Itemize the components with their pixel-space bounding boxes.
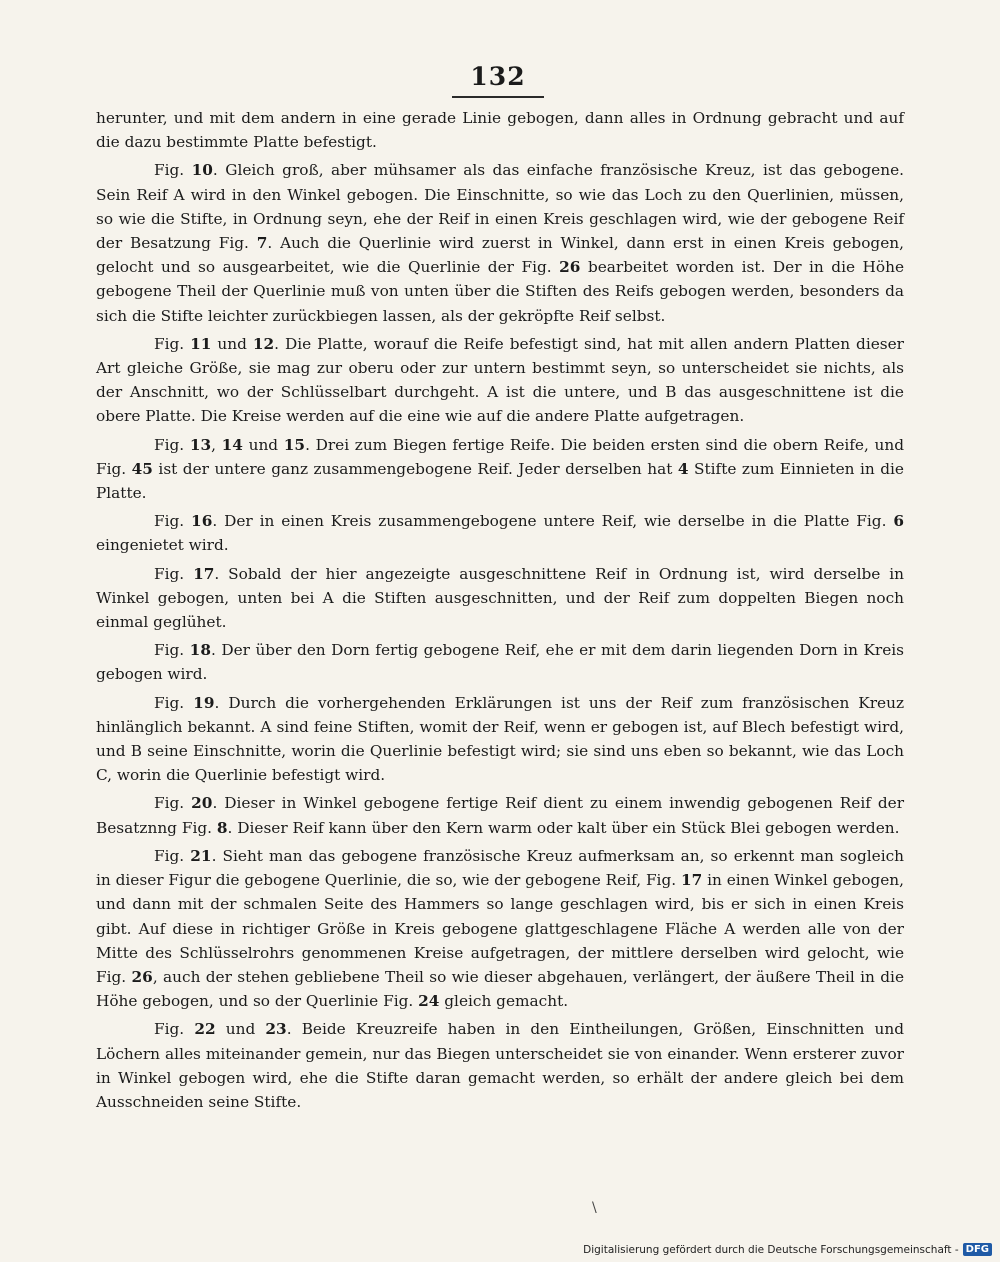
text-run: . Die Platte, worauf die Reife befestigt sind, hat mit allen andern Platten dieser Art gleiche Größe, sie mag zur oberu oder zur untern bestimmt seyn, so unterscheidet sie nichts, als der Anschnitt, wo der Schlüsselbart durchgeht. A ist die untere, und B das ausgeschnittene ist die obere Platte. Die Kreise werden auf die eine wie auf die andere Platte aufgetragen. bbox=[96, 334, 904, 426]
footer bbox=[583, 1243, 992, 1256]
text-run: . Sieht man das gebogene französische Kreuz aufmerksam an, so erkennt man sogleich in dieser Figur die gebogene Querlinie, die so, wie der gebogene Reif, Fig. bbox=[96, 846, 905, 890]
figure-number: 10 bbox=[191, 161, 213, 180]
text-run: Fig. bbox=[154, 435, 190, 454]
text-run: ist der untere ganz zusammengebogene Reif. Jeder derselben hat bbox=[152, 459, 678, 478]
text-run: Fig. bbox=[154, 334, 191, 353]
figure-number: 4 bbox=[677, 459, 689, 478]
text-run: Fig. bbox=[154, 693, 194, 712]
text-run: herunter, und mit dem andern in eine gerade Linie gebogen, dann alles in Ordnung gebracht und auf die dazu bestimmte Platte befestigt. bbox=[96, 109, 904, 152]
footer-credit: Digitalisierung gefördert durch die Deutsche Forschungsgemeinschaft - bbox=[583, 1243, 959, 1256]
text-run: Fig. bbox=[154, 512, 192, 531]
paragraph bbox=[96, 562, 904, 635]
figure-number: 21 bbox=[190, 846, 212, 865]
paragraph bbox=[96, 791, 904, 839]
text-run: Fig. bbox=[154, 564, 194, 583]
text-run: . Dieser Reif kann über den Kern warm oder kalt über ein Stück Blei gebogen werden. bbox=[227, 818, 900, 837]
figure-number: 26 bbox=[559, 258, 581, 277]
page-number: 132 bbox=[470, 62, 526, 91]
text-run: . Beide Kreuzreife haben in den Eintheilungen, Größen, Einschnitten und Löchern alles miteinander gemein, nur das Biegen unterscheidet sie von einander. Wenn ersterer zuvor in Winkel gebogen wird, ehe die Stifte daran gemacht werden, so erhält der andere gleich bei dem Ausschneiden seine Stifte. bbox=[96, 1020, 904, 1111]
figure-number: 22 bbox=[194, 1020, 216, 1039]
text-run: gleich gemacht. bbox=[439, 992, 569, 1011]
figure-number: 14 bbox=[221, 435, 243, 454]
paragraph bbox=[96, 158, 904, 327]
text-run: Fig. bbox=[154, 846, 191, 865]
text-run: . Der in einen Kreis zusammengebogene untere Reif, wie derselbe in die Platte Fig. bbox=[212, 512, 894, 531]
figure-number: 17 bbox=[193, 564, 215, 583]
text-run: in einen Winkel gebogen, und dann mit der schmalen Seite des Hammers so lange geschlagen wird, bis er sich in einen Kreis gibt. Auf diese in richtiger Größe in Kreis gebogene glattgeschlagene Fläche A werden alle von der Mitte des Schlüsselrohrs genommenen Kreise aufgetragen, der mittlere derselben wird gelocht, wie Fig. bbox=[96, 871, 904, 986]
text-run: bearbeitet worden ist. Der in die Höhe gebogene Theil der Querlinie muß von unten über die Stiften des Reifs gebogen werden, besonders da sich die Stifte leichter zurückbiegen lassen, als der gekröpfte Reif selbst. bbox=[96, 258, 904, 325]
figure-number: 13 bbox=[189, 435, 212, 454]
paragraph bbox=[96, 106, 904, 154]
figure-number: 23 bbox=[265, 1020, 287, 1039]
dfg-logo: DFG bbox=[963, 1243, 992, 1256]
paragraph bbox=[96, 638, 904, 686]
text-run: . Auch die Querlinie wird zuerst in Winkel, dann erst in einen Kreis gebogen, gelocht und so ausgearbeitet, wie die Querlinie der Fig. bbox=[96, 234, 904, 277]
paragraph bbox=[96, 1017, 904, 1114]
text-run: eingenietet wird. bbox=[96, 536, 229, 555]
figure-number: 17 bbox=[680, 871, 703, 890]
figure-number: 26 bbox=[131, 967, 153, 986]
figure-number: 11 bbox=[190, 334, 212, 353]
text-run: . Gleich groß, aber mühsamer als das einfache französische Kreuz, ist das gebogene. Sein Reif A wird in den Winkel gebogen. Die Einschnitte, so wie das Loch zu den Querlinien, müssen, so wie die Stifte, in Ordnung seyn, ehe der Reif in einen Kreis geschlagen wird, wie der gebogene Reif der Besatzung Fig. bbox=[96, 161, 904, 253]
paragraph bbox=[96, 509, 904, 557]
figure-number: 20 bbox=[191, 794, 213, 813]
text-run: Fig. bbox=[154, 641, 190, 660]
paragraph bbox=[96, 844, 904, 1013]
text-run: und bbox=[211, 334, 253, 353]
figure-number: 7 bbox=[256, 234, 268, 253]
text-run: . Dieser in Winkel gebogene fertige Reif dient zu einem inwendig gebogenen Reif der Besatznng Fig. bbox=[96, 794, 905, 837]
text-run: . Sobald der hier angezeigte ausgeschnittene Reif in Ordnung ist, wird derselbe in Winkel gebogen, unten bei A die Stiften ausgeschnitten, und der Reif zum doppelten Biegen noch einmal geglühet. bbox=[96, 564, 904, 632]
page-number-rule bbox=[452, 96, 544, 98]
figure-number: 45 bbox=[131, 459, 153, 478]
figure-number: 16 bbox=[191, 512, 213, 531]
paragraph bbox=[96, 691, 904, 788]
text-run: und bbox=[242, 435, 284, 454]
text-run: , auch der stehen gebliebene Theil so wie dieser abgehauen, verlängert, der äußere Theil in die Höhe gebogen, und so der Querlinie Fig. bbox=[96, 967, 904, 1011]
text-run: . Durch die vorhergehenden Erklärungen ist uns der Reif zum französischen Kreuz hinlänglich bekannt. A sind feine Stiften, womit der Reif, wenn er gebogen ist, auf Blech befestigt wird, und B seine Einschnitte, worin die Querlinie befestigt wird; sie sind uns eben so bekannt, wie das Loch C, worin die Querlinie befestigt wird. bbox=[96, 693, 905, 785]
figure-number: 15 bbox=[283, 435, 306, 454]
figure-number: 12 bbox=[252, 334, 275, 353]
paragraph bbox=[96, 433, 904, 506]
text-run: Fig. bbox=[154, 794, 192, 813]
text-run: Fig. bbox=[154, 161, 192, 180]
text-run: Stifte zum Einnieten in die Platte. bbox=[96, 459, 904, 503]
text-run: Fig. bbox=[154, 1020, 195, 1039]
body-text bbox=[96, 106, 904, 1118]
text-run: , bbox=[211, 435, 222, 454]
figure-number: 19 bbox=[193, 693, 215, 712]
figure-number: 18 bbox=[189, 641, 211, 660]
text-run: . Der über den Dorn fertig gebogene Reif, ehe er mit dem darin liegenden Dorn in Kreis gebogen wird. bbox=[96, 641, 904, 684]
paragraph bbox=[96, 332, 904, 429]
text-run: . Drei zum Biegen fertige Reife. Die beiden ersten sind die obern Reife, und Fig. bbox=[96, 435, 904, 478]
figure-number: 6 bbox=[893, 512, 904, 531]
stray-mark: \ bbox=[592, 1200, 597, 1216]
figure-number: 8 bbox=[216, 818, 228, 837]
figure-number: 24 bbox=[418, 992, 440, 1011]
text-run: und bbox=[215, 1020, 266, 1039]
